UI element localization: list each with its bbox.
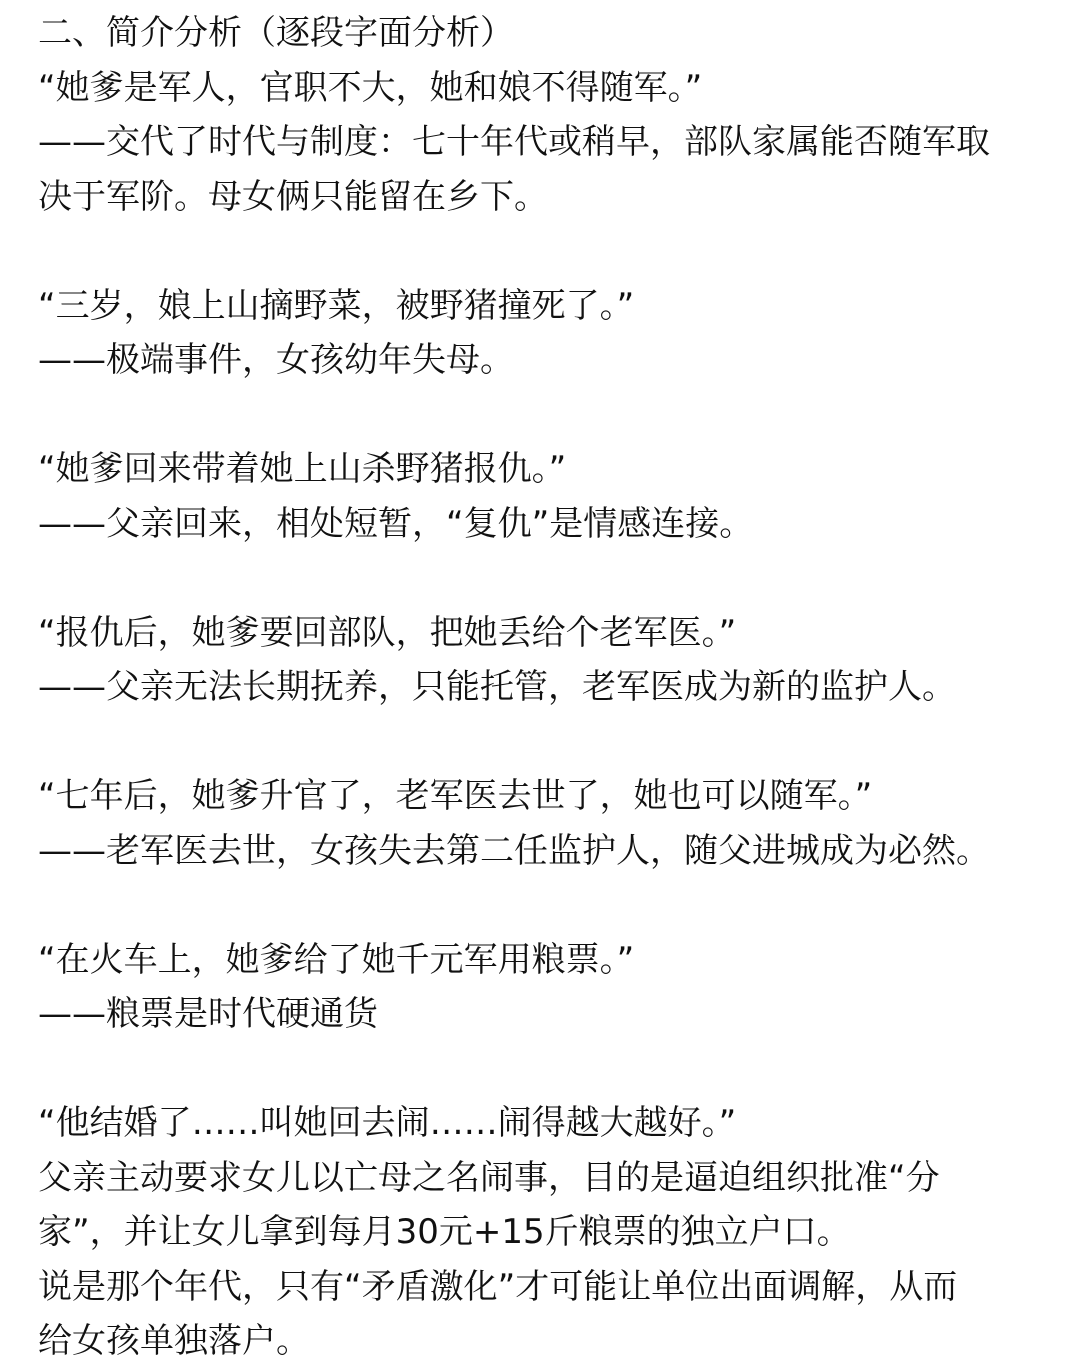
analysis-line: ——极端事件，女孩幼年失母。 <box>38 340 514 380</box>
analysis-line: 给女孩单独落户。 <box>38 1321 310 1361</box>
document-page <box>38 6 1048 1369</box>
quote-text: “七年后，她爹升官了，老军医去世了，她也可以随军。” <box>38 776 873 816</box>
quote-text: “她爹是军人，官职不大，她和娘不得随军。” <box>38 67 703 108</box>
section-heading: 二、简介分析（逐段字面分析） <box>38 13 514 53</box>
quote-text: “三岁，娘上山摘野菜，被野猪撞死了。” <box>38 285 635 326</box>
quote-text: “他结婚了……叫她回去闹……闹得越大越好。” <box>38 1103 737 1143</box>
paragraph-gap <box>38 388 1048 443</box>
analysis-line: 父亲主动要求女儿以亡母之名闹事，目的是逼迫组织批准“分 <box>38 1157 940 1198</box>
analysis-line: 决于军阶。母女俩只能留在乡下。 <box>38 176 548 217</box>
quote-text: “她爹回来带着她上山杀野猪报仇。” <box>38 449 567 489</box>
paragraph-gap <box>38 1042 1048 1097</box>
analysis-line: 家”，并让女儿拿到每月30元+15斤粮票的独立户口。 <box>38 1212 851 1252</box>
paragraph-gap <box>38 224 1048 279</box>
analysis-line: ——父亲回来，相处短暂，“复仇”是情感连接。 <box>38 503 754 544</box>
analysis-line: ——父亲无法长期抚养，只能托管，老军医成为新的监护人。 <box>38 667 956 707</box>
paragraph-gap <box>38 715 1048 770</box>
analysis-line: ——老军医去世，女孩失去第二任监护人，随父进城成为必然。 <box>38 830 990 871</box>
quote-text: “报仇后，她爹要回部队，把她丢给个老军医。” <box>38 612 737 653</box>
analysis-line: ——交代了时代与制度：七十年代或稍早，部队家属能否随军取 <box>38 122 990 162</box>
paragraph-gap <box>38 878 1048 933</box>
analysis-line: ——粮票是时代硬通货 <box>38 994 378 1034</box>
quote-text: “在火车上，她爹给了她千元军用粮票。” <box>38 939 635 980</box>
analysis-line: 说是那个年代，只有“矛盾激化”才可能让单位出面调解，从而 <box>38 1266 958 1307</box>
paragraph-gap <box>38 551 1048 606</box>
